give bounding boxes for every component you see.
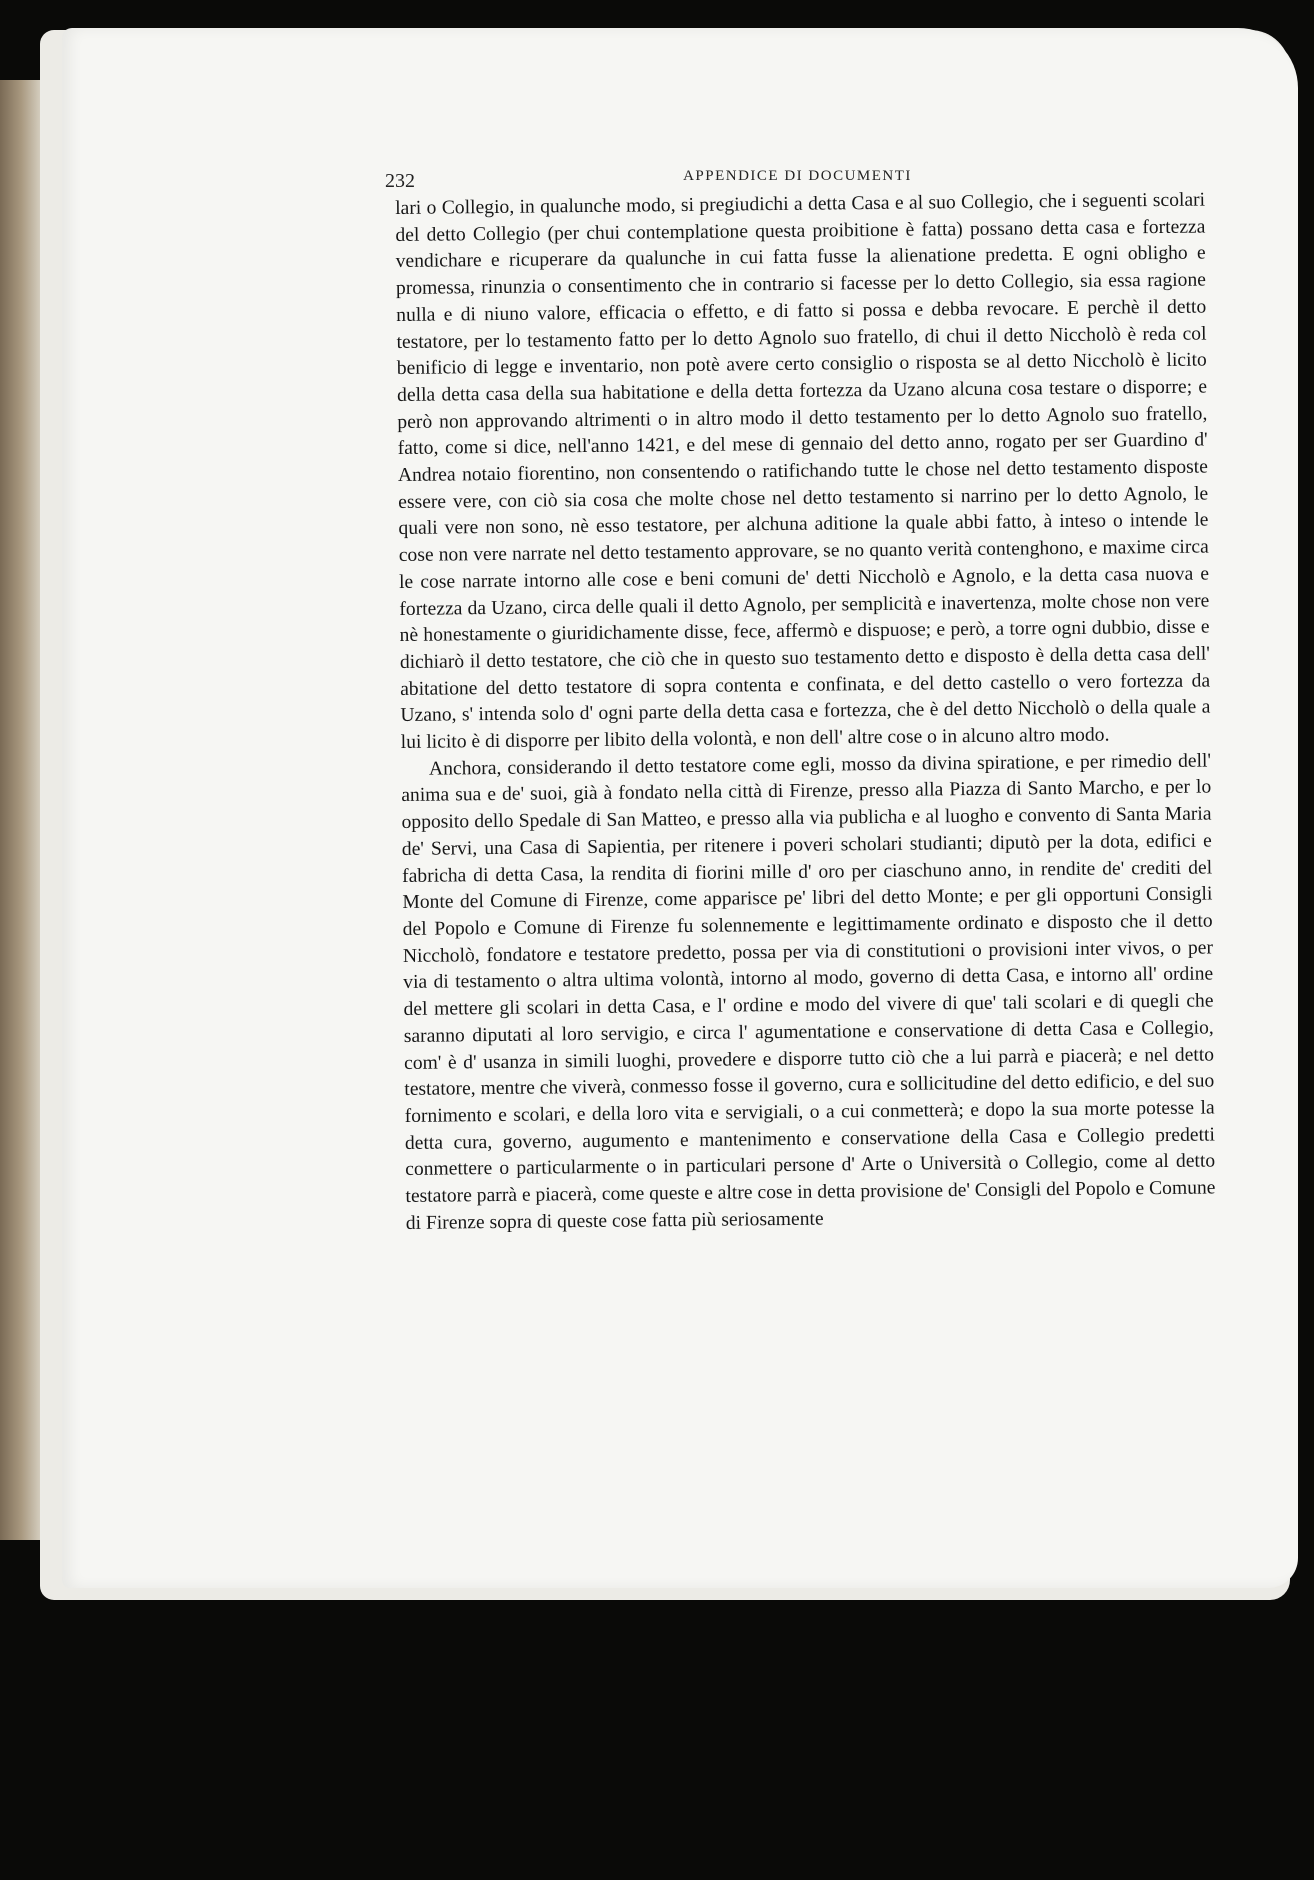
- paragraph-1: lari o Collegio, in qualunche modo, si pregiudichi a detta Casa e al suo Collegio, che i seguenti scolari del detto Collegio (per chui contemplatione questa proibitione è fatta) possano detta casa e fortezza vendichare e ricuperare da qualunche in cui fatta fusse la alienatione predetta. E ogni obligho e promessa, rinunzia o consentimento che in contrario si facesse per lo detto Collegio, sia essa ragione nulla e di niuno valore, efficacia o effetto, e di fatto si possa e debba revocare. E perchè il detto testatore, per lo testamento fatto per lo detto Agnolo suo fratello, di chui il detto Niccholò è reda col benificio di legge e inventario, non potè avere certo consiglio o risposta se al detto Nicchоlò è licito della detta casa della sua habitatione e della detta fortezza da Uzano alcuna cosa testare o disporre; e però non approvando altrimenti o in altro modo il detto testamento per lo detto Agnolo suo fratello, fatto, come si dice, nell'anno 1421, e del mese di gennaio del detto anno, rogato per ser Guardino d' Andrea notaio fiorentino, non consentendo o ratifichando tutte le chose nel detto testamento disposte essere vere, con ciò sia cosa che molte chose nel detto testamento si narrino per lo detto Agnolo, le quali vere non sono, nè esso testatore, per alchuna aditione la quale abbi fatto, à inteso o intende le cose non vere narrate nel detto testamento approvare, se no quanto verità contenghono, e maxime circa le cose narrate intorno alle cose e beni comuni de' detti Niccholò e Agnolo, e la detta casa nuova e fortezza da Uzano, circa delle quali il detto Agnolo, per semplicità e inavertenza, molte chose non vere nè honestamente o giuridichamente disse, fece, affermò e dispuose; e però, a torre ogni dubbio, disse e dichiarò il detto testatore, che ciò che in questo suo testamento detto e disposto è della detta casa dell' abitatione del detto testatore di sopra contenta e confinata, e del detto castello o vero fortezza da Uzano, s' intenda solo d' ogni parte della detta casa e fortezza, che è del detto Nicchоlò o della quale a lui licito è di disporre per libito della volontà, e non dell' altre cose o in alcuno altro modo.: [395, 189, 1211, 754]
- running-head: APPENDICE DI DOCUMENTI: [683, 168, 912, 184]
- body-text: [395, 188, 1216, 1238]
- page-number: 232: [385, 170, 415, 192]
- paragraph-2: Anchora, considerando il detto testatore come egli, mosso da divina spiratione, e per rimedio dell' anima sua e de' suoi, già à fondato nella città di Firenze, presso alla Piazza di Santo Marcho, e per lo opposito dello Spedale di San Matteo, e presso alla via publicha e al luogho e convento di Santa Maria de' Servi, una Casa di Sapientia, per ritenere i poveri scholari studianti; diputò per la dota, edifici e fabricha di detta Casa, la rendita di fiorini mille d' oro per ciaschuno anno, in rendite de' crediti del Monte del Comune di Firenze, come apparisce pe' libri del detto Monte; e per gli opportuni Consigli del Popolo e Comune di Firenze fu solennemente e legittimamente ordinato e disposto che il detto Nicchоlò, fondatore e testatore predetto, possa per via di constitutioni o provisioni inter vivos, o per via di testamento o altra ultima volontà, intorno al modo, governo di detta Casa, e intorno all' ordine del mettere gli scolari in detta Casa, e l' ordine e modo del vivere di que' tali scolari e di quegli che saranno diputati al loro servigio, e circa l' agumentatione e conservatione di detta Casa e Collegio, com' è d' usanza in simili luoghi, provedere e disporre tutto ciò che a lui parrà e piacerà; e nel detto testatore, mentre che viverà, conmesso fosse il governo, cura e sollicitudine del detto edificio, e del suo fornimento e scolari, e della loro vita e servigiali, o a cui conmetterà; e dopo la sua morte potesse la detta cura, governo, augumento e mantenimento e conservatione della Casa e Collegio predetti conmettere o particularmente o in particulari persone d' Arte o Università o Collegio, come al detto testatore parrà e piacerà, come queste e altre cose in detta provisione de' Consigli del Popolo e Comune di Firenze sopra di queste cose fatta più seriosamente: [401, 750, 1216, 1234]
